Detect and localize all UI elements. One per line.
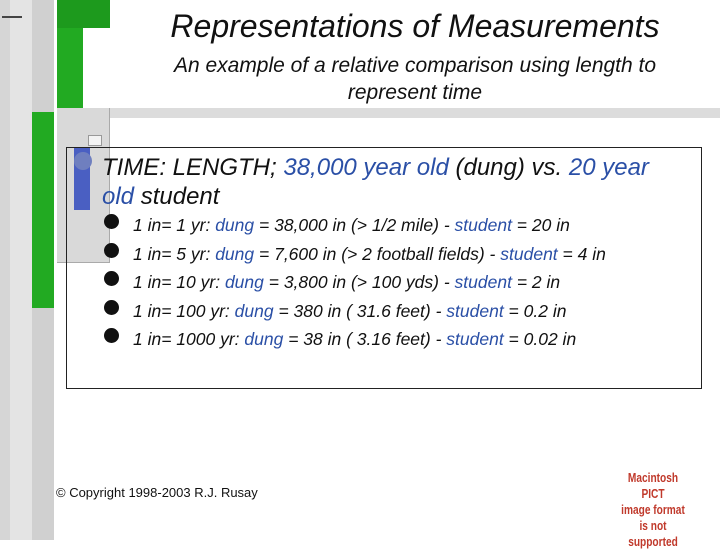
bullet-icon [104,271,119,286]
deco-gray-column [10,0,32,540]
list-item: 1 in= 5 yr: dung = 7,600 in (> 2 football fields) - student = 4 in [104,240,704,269]
slide-title: Representations of Measurements [170,8,660,44]
pict-line-1: Macintosh PICT [627,470,679,501]
list-item: 1 in= 1 yr: dung = 38,000 in (> 1/2 mile) - student = 20 in [104,211,704,240]
pict-line-2: image format [621,502,685,517]
bullet-icon [104,214,119,229]
deco-green-top [57,0,110,28]
unsupported-image-placeholder [616,470,689,550]
deco-green-bar [32,112,54,308]
list-item: 1 in= 10 yr: dung = 3,800 in (> 100 yds) - student = 2 in [104,268,704,297]
list-item: 1 in= 100 yr: dung = 380 in ( 31.6 feet) - student = 0.2 in [104,297,704,326]
slide-subtitle [110,52,720,106]
conversion-list [104,211,704,354]
subtitle-line-2: represent time [347,81,483,104]
main-point-part-1: TIME: LENGTH; [102,154,284,181]
main-point-student-age: 20 year [568,154,649,181]
bullet-icon [104,300,119,315]
deco-green-block [57,28,83,108]
deco-tick [2,16,22,18]
main-point [102,153,702,211]
bullet-icon [104,243,119,258]
main-point-dung-age: 38,000 year old [283,154,449,181]
subtitle-line-1: An example of a relative comparison using length to [173,54,657,77]
main-bullet-icon [74,152,92,170]
bullet-icon [104,328,119,343]
main-point-old: old [102,183,135,210]
main-point-student: student [134,183,220,210]
deco-window-icon [88,135,102,146]
copyright-text: © Copyright 1998-2003 R.J. Rusay [56,485,258,500]
deco-gray-strip [110,108,720,118]
deco-gray-column-left [0,0,10,540]
pict-line-3: is not supported [628,518,678,549]
main-point-part-3: (dung) vs. [448,154,569,181]
list-item: 1 in= 1000 yr: dung = 38 in ( 3.16 feet) - student = 0.02 in [104,325,704,354]
